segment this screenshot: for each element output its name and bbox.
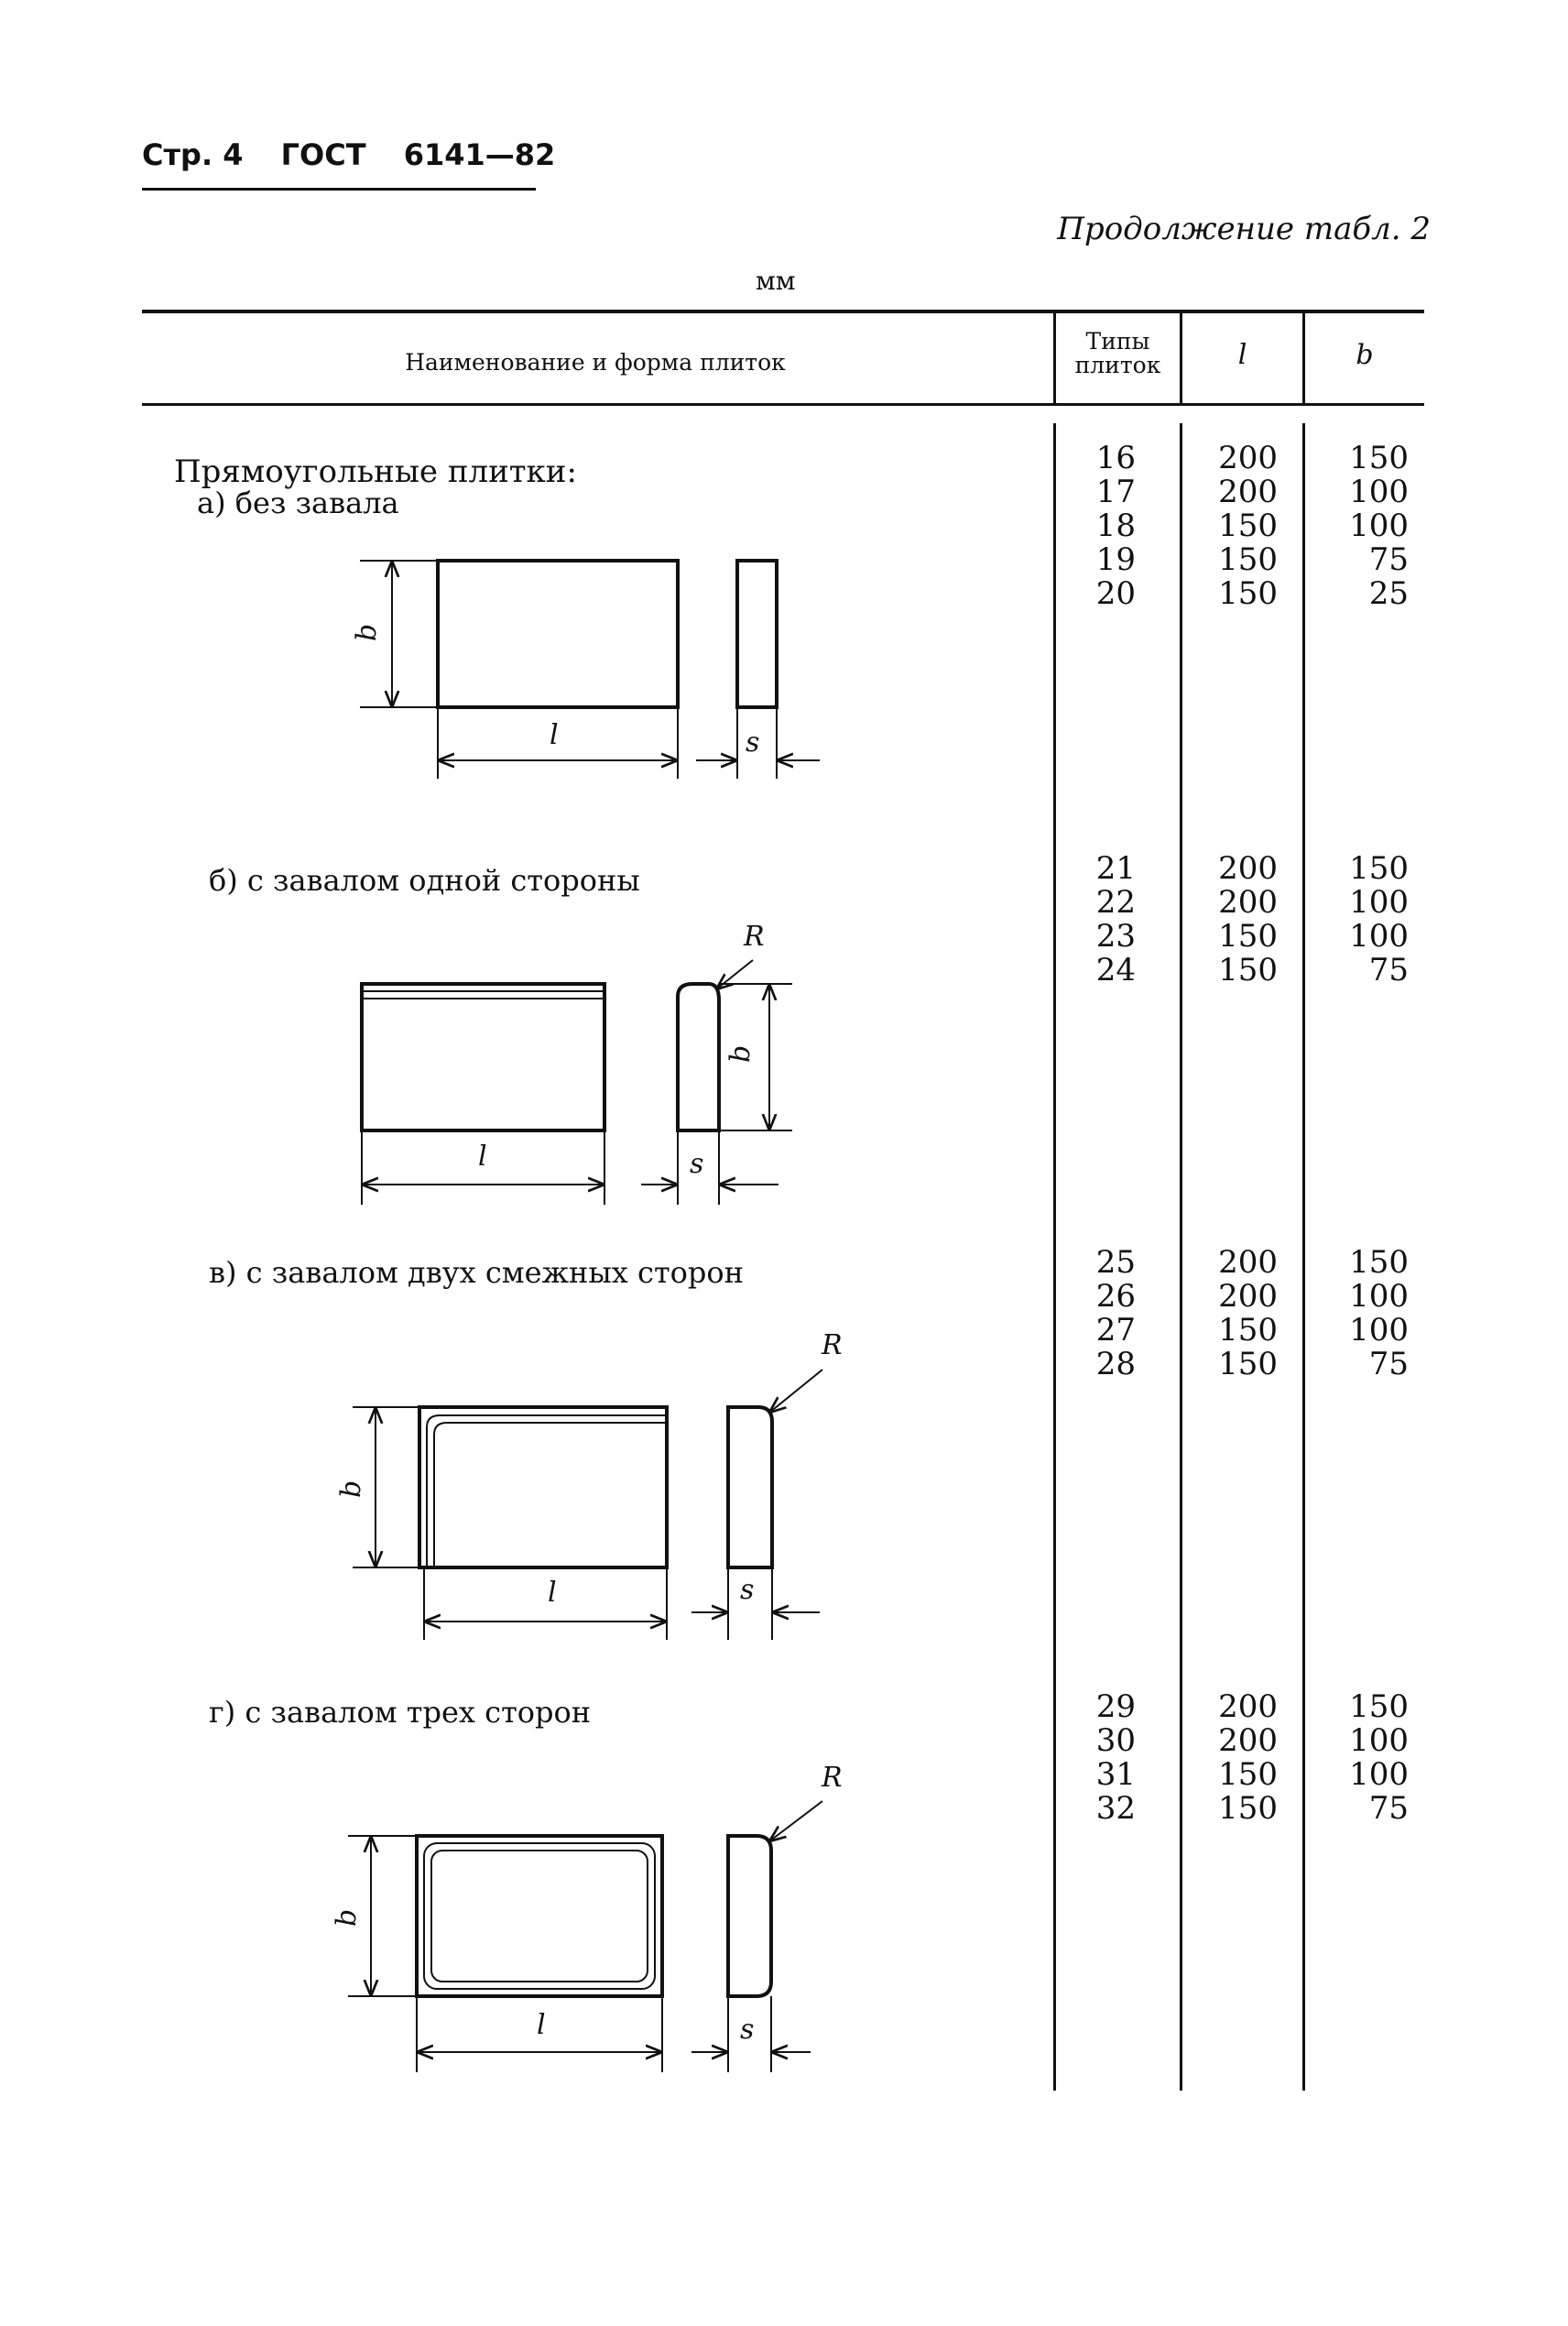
table-cell: 18 xyxy=(1095,508,1136,544)
header-b-column: b xyxy=(1356,339,1374,371)
drawing-v-r-leader xyxy=(769,1370,822,1413)
table-cell: 150 xyxy=(1218,918,1278,955)
table-cell: 150 xyxy=(1218,952,1278,988)
table-cell: 25 xyxy=(1368,575,1409,612)
drawing-a-l-label: l xyxy=(550,719,559,751)
table-cell: 150 xyxy=(1349,440,1409,476)
table-cell: 75 xyxy=(1368,1790,1409,1827)
drawing-v-side-view xyxy=(728,1407,772,1567)
table-cell: 100 xyxy=(1349,1312,1409,1349)
table-continuation-label: Продолжение табл. 2 xyxy=(1057,211,1431,247)
unit-label: мм xyxy=(756,266,796,296)
group-label-a: а) без завала xyxy=(197,486,399,520)
table-cell: 150 xyxy=(1349,1244,1409,1281)
drawing-b-r-label: R xyxy=(744,921,765,953)
table-cell: 100 xyxy=(1349,1722,1409,1759)
table-cell: 26 xyxy=(1095,1278,1136,1315)
drawing-g-front-view xyxy=(417,1836,662,1996)
table-cell: 200 xyxy=(1218,1244,1278,1281)
table-cell: 100 xyxy=(1349,1756,1409,1793)
drawing-a-s-label: s xyxy=(746,726,760,759)
drawing-v-b-label: b xyxy=(335,1480,367,1498)
drawing-g-s-label: s xyxy=(740,2014,755,2046)
group-label-v: в) с завалом двух смежных сторон xyxy=(209,1255,744,1290)
table-cell: 21 xyxy=(1095,850,1136,887)
section-title: Прямоугольные плитки: xyxy=(174,453,577,490)
table-cell: 23 xyxy=(1095,918,1136,955)
table-cell: 150 xyxy=(1218,1312,1278,1349)
table-cell: 27 xyxy=(1095,1312,1136,1349)
table-cell: 28 xyxy=(1095,1346,1136,1382)
table-cell: 22 xyxy=(1095,884,1136,921)
table-cell: 200 xyxy=(1218,884,1278,921)
table-cell: 24 xyxy=(1095,952,1136,988)
table-cell: 100 xyxy=(1349,884,1409,921)
table-cell: 16 xyxy=(1095,440,1136,476)
standard-name: ГОСТ xyxy=(280,137,366,172)
drawing-v-front-view xyxy=(419,1407,667,1567)
drawing-g-b-label: b xyxy=(331,1908,363,1927)
drawing-g-r-leader xyxy=(769,1801,822,1841)
table-cell: 100 xyxy=(1349,918,1409,955)
table-cell: 20 xyxy=(1095,575,1136,612)
table-cell: 100 xyxy=(1349,508,1409,544)
drawing-b-s-label: s xyxy=(690,1148,704,1180)
drawing-g-side-view xyxy=(728,1836,771,1996)
table-cell: 19 xyxy=(1095,541,1136,578)
drawing-g-l-label: l xyxy=(537,2009,546,2041)
table-cell: 75 xyxy=(1368,952,1409,988)
table-cell: 75 xyxy=(1368,541,1409,578)
table-cell: 32 xyxy=(1095,1790,1136,1827)
group-label-g: г) с завалом трех сторон xyxy=(209,1695,592,1730)
drawing-b-b-label: b xyxy=(724,1044,757,1063)
drawing-v-l-label: l xyxy=(548,1577,557,1609)
table-cell: 150 xyxy=(1218,508,1278,544)
drawing-a-b-label: b xyxy=(351,623,383,641)
table-cell: 200 xyxy=(1218,1688,1278,1725)
table-cell: 200 xyxy=(1218,1722,1278,1759)
standard-number: 6141—82 xyxy=(403,137,556,172)
group-label-b: б) с завалом одной стороны xyxy=(209,863,640,898)
drawing-a-side-view xyxy=(737,561,777,707)
table-cell: 150 xyxy=(1218,1756,1278,1793)
table-cell: 200 xyxy=(1218,1278,1278,1315)
table-cell: 150 xyxy=(1218,1346,1278,1382)
header-types-line2: плиток xyxy=(1074,352,1161,379)
table-cell: 100 xyxy=(1349,474,1409,510)
drawing-b-front-view xyxy=(362,984,604,1130)
table-cell: 100 xyxy=(1349,1278,1409,1315)
drawing-g-r-label: R xyxy=(822,1762,843,1794)
page-label: Стр. 4 xyxy=(142,137,244,172)
table-cell: 17 xyxy=(1095,474,1136,510)
table-cell: 25 xyxy=(1095,1244,1136,1281)
header-types-line1: Типы xyxy=(1085,328,1150,355)
drawing-b-l-label: l xyxy=(478,1141,487,1173)
drawing-v-r-label: R xyxy=(822,1329,843,1361)
table-cell: 30 xyxy=(1095,1722,1136,1759)
header-name-column: Наименование и форма плиток xyxy=(405,349,786,376)
table-cell: 200 xyxy=(1218,850,1278,887)
table-cell: 150 xyxy=(1349,850,1409,887)
header-l-column: l xyxy=(1237,339,1247,371)
table-cell: 150 xyxy=(1218,1790,1278,1827)
table-cell: 75 xyxy=(1368,1346,1409,1382)
table-cell: 150 xyxy=(1218,541,1278,578)
table-cell: 150 xyxy=(1218,575,1278,612)
drawing-a-front-view xyxy=(438,561,678,707)
drawing-b-r-leader xyxy=(716,960,753,989)
drawing-v-s-label: s xyxy=(740,1574,755,1606)
table-cell: 150 xyxy=(1349,1688,1409,1725)
table-cell: 200 xyxy=(1218,474,1278,510)
table-cell: 31 xyxy=(1095,1756,1136,1793)
drawing-b-side-view xyxy=(678,984,719,1130)
table-cell: 200 xyxy=(1218,440,1278,476)
table-cell: 29 xyxy=(1095,1688,1136,1725)
